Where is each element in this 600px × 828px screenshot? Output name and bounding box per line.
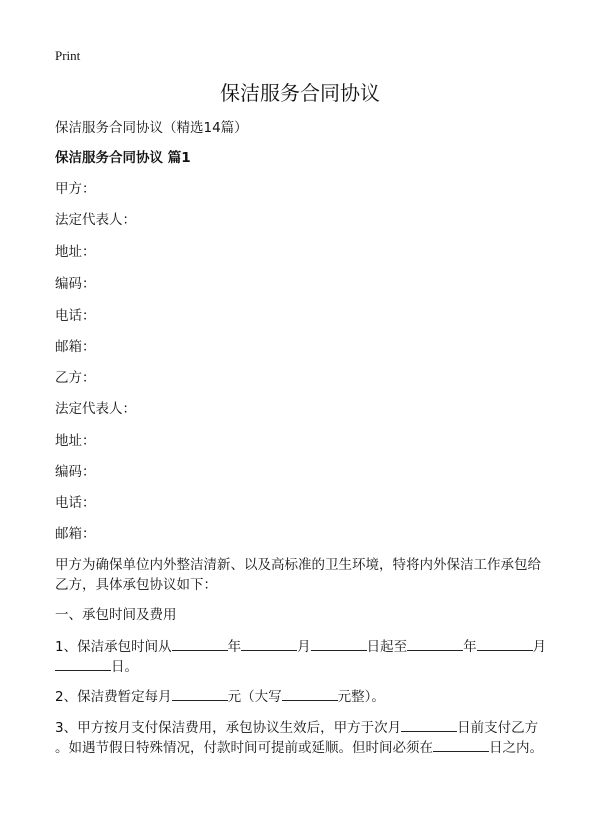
party-a-phone: 电话：	[55, 308, 96, 324]
item-1-text: 月	[297, 639, 311, 655]
blank-start-day	[311, 636, 367, 651]
item-1-text: 年	[463, 639, 477, 655]
item-1-text: 1、保洁承包时间从	[55, 639, 172, 655]
item-1-text: 日。	[111, 659, 138, 675]
item-3-text: 日前支付乙方	[457, 720, 539, 736]
item-2	[55, 686, 385, 707]
blank-end-month	[477, 636, 533, 651]
party-a-address: 地址：	[55, 244, 96, 260]
item-1-text: 年	[227, 639, 242, 655]
blank-deadline-day	[433, 737, 489, 752]
item-2-text: 元整）。	[337, 689, 385, 705]
item-1-text: 月	[532, 639, 547, 655]
item-3-text: 日之内。	[489, 740, 543, 756]
party-a-name: 甲方：	[55, 181, 96, 197]
item-3-text: 3、甲方按月支付保洁费用，承包协议生效后，甲方于次月	[55, 720, 402, 736]
item-1-line-2	[55, 656, 138, 677]
blank-fee-uppercase	[282, 686, 338, 701]
intro-line-1: 甲方为确保单位内外整洁清新、以及高标准的卫生环境，特将内外保洁工作承包给	[55, 557, 541, 573]
clause-1-heading: 一、承包时间及费用	[55, 607, 177, 623]
blank-start-month	[241, 636, 297, 651]
blank-monthly-fee	[172, 686, 228, 701]
page-title: 保洁服务合同协议	[220, 81, 380, 105]
party-b-name: 乙方：	[55, 370, 96, 386]
item-2-text: 元（大写	[227, 689, 282, 705]
party-b-phone: 电话：	[55, 495, 96, 511]
blank-end-year	[407, 636, 463, 651]
party-a-email: 邮箱：	[55, 339, 96, 355]
intro-line-2: 乙方，具体承包协议如下：	[55, 577, 217, 593]
item-2-text: 2、保洁费暂定每月	[55, 689, 172, 705]
item-3-text: 。如遇节假日特殊情况，付款时间可提前或延顺。但时间必须在	[55, 740, 433, 756]
blank-pay-day	[401, 717, 457, 732]
party-b-postcode: 编码：	[55, 464, 96, 480]
print-link[interactable]: Print	[55, 48, 81, 63]
blank-start-year	[172, 636, 228, 651]
item-3-line-1	[55, 717, 538, 738]
section-heading: 保洁服务合同协议 篇1	[55, 150, 191, 166]
party-a-postcode: 编码：	[55, 276, 96, 292]
subtitle: 保洁服务合同协议（精选14篇）	[55, 120, 248, 136]
item-1-line-1	[55, 636, 546, 657]
party-b-rep: 法定代表人：	[55, 401, 136, 417]
party-a-rep: 法定代表人：	[55, 212, 136, 228]
item-3-line-2	[55, 737, 543, 758]
party-b-email: 邮箱：	[55, 526, 96, 542]
item-1-text: 日起至	[366, 639, 408, 655]
party-b-address: 地址：	[55, 433, 96, 449]
blank-end-day	[55, 656, 111, 671]
